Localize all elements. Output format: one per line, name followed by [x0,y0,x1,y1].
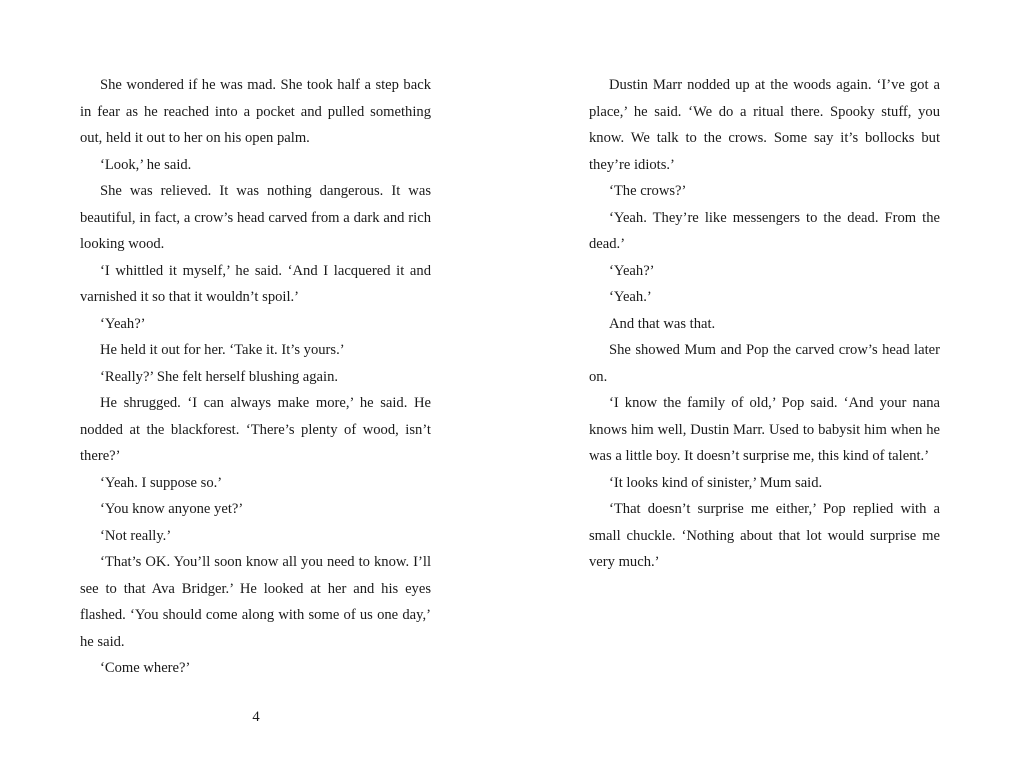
paragraph: ‘Come where?’ [100,660,191,676]
paragraph: ‘Yeah.’ [609,289,652,305]
paragraph: ‘That doesn’t surprise me either,’ Pop replied with a small chuckle. ‘Nothing about that lot would surprise me very much.’ [589,501,940,570]
paragraph: ‘That’s OK. You’ll soon know all you need to know. I’ll see to that Ava Bridger.’ He looked at her and his eyes flashed. ‘You should come along with some of us one day,’ he said. [80,554,431,650]
paragraph: ‘It looks kind of sinister,’ Mum said. [609,474,823,491]
paragraph: And that was that. [609,315,716,332]
paragraph: ‘Really?’ She felt herself blushing again. [100,368,339,385]
paragraph: ‘Not really.’ [100,527,172,544]
paragraph: ‘Yeah. I suppose so.’ [100,474,223,491]
paragraph: She was relieved. It was nothing dangerous. It was beautiful, in fact, a crow’s head carved from a dark and rich looking wood. [80,183,431,252]
paragraph: He held it out for her. ‘Take it. It’s yours.’ [100,342,345,358]
paragraph: He shrugged. ‘I can always make more,’ he said. He nodded at the blackforest. ‘There’s plenty of wood, isn’t there?’ [80,395,431,464]
paragraph: Dustin Marr nodded up at the woods again. ‘I’ve got a place,’ he said. ‘We do a ritual there. Spooky stuff, you know. We talk to the crows. Some say it’s bollocks but they’re idiots.’ [589,77,940,173]
left-page [80,72,431,682]
paragraph: She wondered if he was mad. She took half a step back in fear as he reached into a pocket and pulled something out, held it out to her on his open palm. [80,77,431,146]
paragraph: ‘Look,’ he said. [100,156,192,173]
paragraph: ‘Yeah?’ [609,262,655,279]
page-number: 4 [252,709,260,725]
paragraph: She showed Mum and Pop the carved crow’s head later on. [589,342,940,385]
paragraph: ‘Yeah. They’re like messengers to the dead. From the dead.’ [589,209,940,252]
right-page [589,72,940,576]
paragraph: ‘The crows?’ [609,183,687,199]
paragraph: ‘I whittled it myself,’ he said. ‘And I lacquered it and varnished it so that it wouldn’t spoil.’ [80,262,431,305]
paragraph: ‘Yeah?’ [100,315,146,332]
paragraph: ‘I know the family of old,’ Pop said. ‘And your nana knows him well, Dustin Marr. Used to babysit him when he was a little boy. It doesn’t surprise me, this kind of talent.’ [589,395,940,464]
paragraph: ‘You know anyone yet?’ [100,501,244,517]
